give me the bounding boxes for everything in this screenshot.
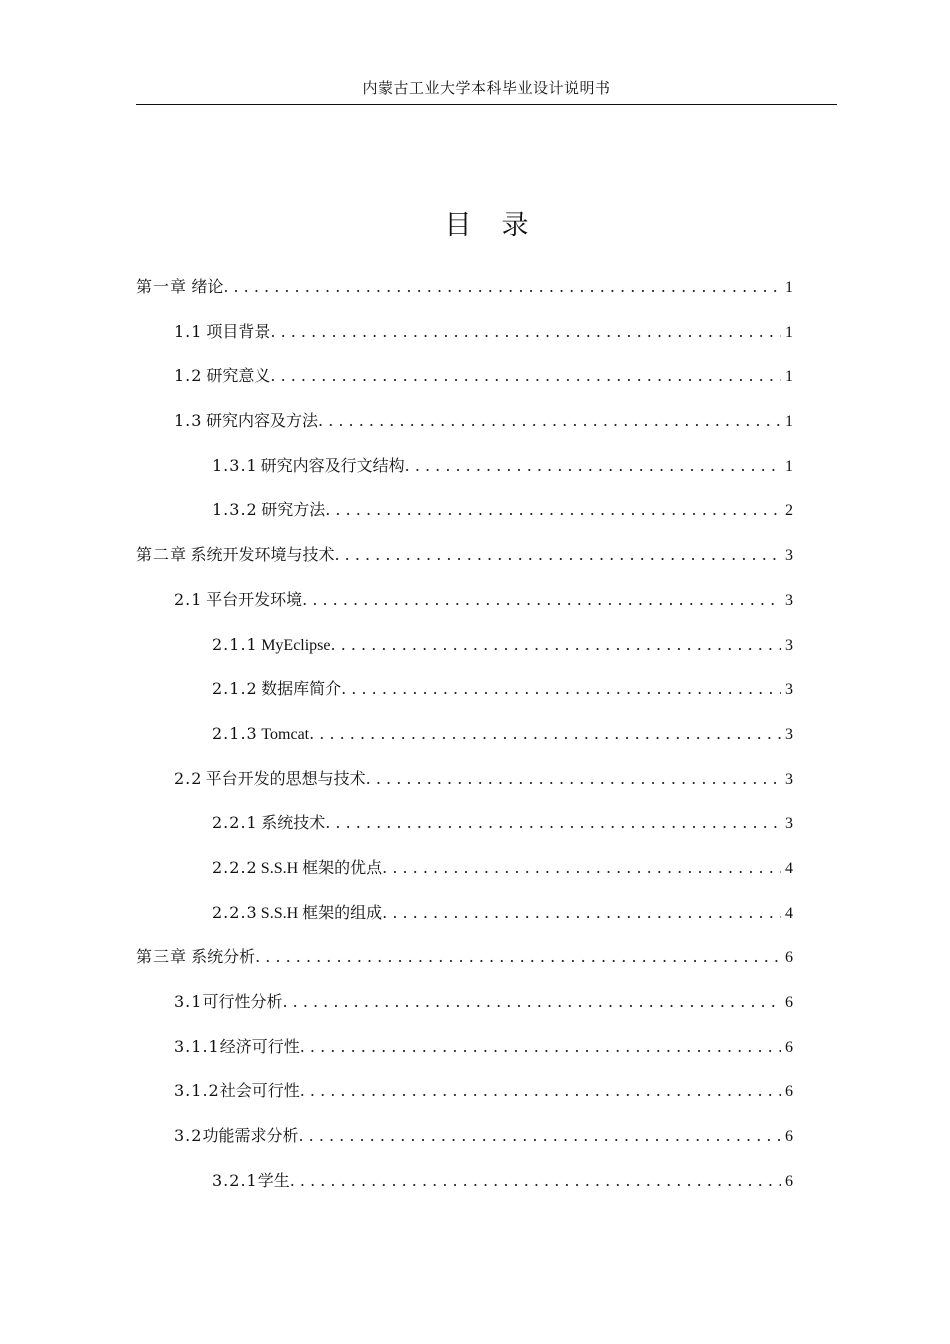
toc-entry-title: 经济可行性	[219, 1038, 300, 1056]
toc-entry[interactable]	[136, 272, 793, 317]
toc-entry-page: 1	[785, 457, 793, 475]
toc-entry-page: 1	[785, 279, 793, 296]
toc-entry-title: 系统技术	[261, 815, 326, 833]
toc-entry[interactable]	[136, 1076, 793, 1121]
toc-entry-title: S.S.H 框架的优点	[260, 859, 383, 877]
toc-dot-leader	[302, 585, 781, 615]
toc-entry-title: 功能需求分析	[202, 1128, 299, 1146]
toc-dot-leader	[405, 451, 781, 481]
toc-entry[interactable]	[136, 495, 793, 540]
toc-entry-title: 学生	[257, 1172, 290, 1190]
toc-entry-number: 2.2.2	[212, 857, 258, 877]
toc-dot-leader	[334, 540, 781, 570]
page-header: 内蒙古工业大学本科毕业设计说明书	[362, 79, 611, 97]
toc-entry-title: 研究内容及方法	[206, 413, 319, 431]
toc-entry-title: MyEclipse	[261, 636, 331, 654]
toc-entry-number: 3.1.2	[174, 1081, 220, 1101]
toc-dot-leader	[300, 1076, 781, 1106]
toc-dot-leader	[270, 317, 781, 347]
toc-entry-page: 2	[785, 502, 793, 520]
toc-entry[interactable]	[136, 808, 793, 853]
toc-title: 目录	[444, 210, 559, 241]
toc-entry-title: 社会可行性	[219, 1083, 300, 1101]
toc-entry-title: 研究内容及行文结构	[260, 457, 405, 475]
toc-entry-page: 3	[785, 681, 793, 699]
toc-entry-number: 2.1	[174, 589, 203, 609]
header-divider	[136, 104, 837, 105]
toc-dot-leader	[382, 898, 781, 928]
toc-entry-number: 1.3	[174, 411, 203, 431]
toc-entry-title: 数据库简介	[261, 681, 342, 699]
toc-dot-leader	[325, 808, 781, 838]
toc-entry-number: 3.2	[174, 1126, 203, 1146]
toc-entry-title: 平台开发环境	[206, 591, 303, 609]
toc-entry-page: 3	[785, 547, 793, 565]
toc-entry-title: 绪论	[191, 279, 224, 296]
toc-entry-number: 2.1.1	[212, 634, 258, 654]
toc-entry-number: 2.1.3	[212, 723, 258, 743]
toc-dot-leader	[382, 853, 781, 883]
toc-entry-page: 1	[785, 413, 793, 431]
toc-entry-title: S.S.H 框架的组成	[260, 904, 383, 922]
toc-entry-number: 3.1	[174, 992, 203, 1011]
toc-entry-title: 系统开发环境与技术	[190, 547, 335, 565]
toc-entry-number: 第二章	[136, 545, 188, 565]
toc-entry[interactable]	[136, 1166, 793, 1211]
toc-entry-number: 3.1.1	[174, 1036, 220, 1056]
toc-entry-page: 3	[785, 815, 793, 833]
toc-entry-page: 3	[785, 725, 793, 743]
toc-dot-leader	[223, 272, 781, 302]
toc-entry[interactable]	[136, 1032, 793, 1077]
toc-entry-number: 2.1.2	[212, 679, 258, 699]
toc-entry-title: 可行性分析	[202, 994, 283, 1011]
toc-dot-leader	[270, 361, 781, 391]
toc-entry-number: 第一章	[136, 277, 188, 296]
toc-entry-title: 研究意义	[206, 368, 271, 386]
toc-entry-number: 1.1	[174, 321, 203, 341]
toc-dot-leader	[325, 495, 781, 525]
toc-dot-leader	[300, 1032, 781, 1062]
toc-entry-page: 6	[785, 1083, 793, 1101]
toc-dot-leader	[255, 942, 781, 972]
toc-entry-title: 系统分析	[191, 949, 256, 967]
toc-entry-title: 研究方法	[261, 502, 326, 520]
toc-entry[interactable]	[136, 764, 793, 809]
toc-dot-leader	[290, 1166, 781, 1196]
table-of-contents	[136, 272, 793, 1210]
toc-entry-title: 项目背景	[206, 323, 271, 341]
toc-entry-page: 1	[785, 323, 793, 341]
toc-entry-page: 4	[785, 904, 793, 922]
toc-entry[interactable]	[136, 987, 793, 1032]
toc-entry-page: 1	[785, 368, 793, 386]
toc-dot-leader	[331, 630, 781, 660]
toc-entry-page: 3	[785, 591, 793, 609]
toc-dot-leader	[318, 406, 781, 436]
toc-entry-number: 1.3.2	[212, 500, 258, 520]
toc-entry-page: 6	[785, 1128, 793, 1146]
toc-entry[interactable]	[136, 317, 793, 362]
toc-dot-leader	[282, 987, 781, 1017]
toc-entry[interactable]	[136, 853, 793, 898]
toc-entry-number: 3.2.1	[212, 1170, 258, 1190]
toc-entry-page: 3	[785, 636, 793, 654]
toc-entry-page: 6	[785, 1172, 793, 1190]
toc-dot-leader	[309, 719, 781, 749]
toc-entry-number: 1.2	[174, 366, 203, 386]
toc-entry-number: 第三章	[136, 947, 188, 967]
toc-entry-number: 1.3.1	[212, 455, 258, 475]
toc-entry-page: 6	[785, 949, 793, 967]
toc-entry[interactable]	[136, 674, 793, 719]
toc-entry[interactable]	[136, 898, 793, 943]
toc-entry[interactable]	[136, 585, 793, 630]
toc-entry-title: 平台开发的思想与技术	[205, 770, 366, 788]
toc-entry-page: 6	[785, 1038, 793, 1056]
toc-entry-number: 2.2.1	[212, 813, 258, 833]
toc-entry[interactable]	[136, 540, 793, 585]
toc-entry-page: 6	[785, 994, 793, 1011]
toc-entry[interactable]	[136, 630, 793, 675]
toc-entry[interactable]	[136, 361, 793, 406]
toc-entry[interactable]	[136, 406, 793, 451]
toc-entry-number: 2.2.3	[212, 902, 258, 922]
toc-entry[interactable]	[136, 451, 793, 496]
toc-entry[interactable]	[136, 719, 793, 764]
toc-entry-page: 4	[785, 859, 793, 877]
toc-entry[interactable]	[136, 942, 793, 987]
toc-entry-title: Tomcat	[261, 725, 310, 743]
toc-dot-leader	[298, 1121, 781, 1151]
toc-entry[interactable]	[136, 1121, 793, 1166]
toc-dot-leader	[341, 674, 781, 704]
toc-dot-leader	[366, 764, 781, 794]
toc-entry-number: 2.2	[174, 768, 203, 788]
toc-entry-page: 3	[785, 770, 793, 788]
